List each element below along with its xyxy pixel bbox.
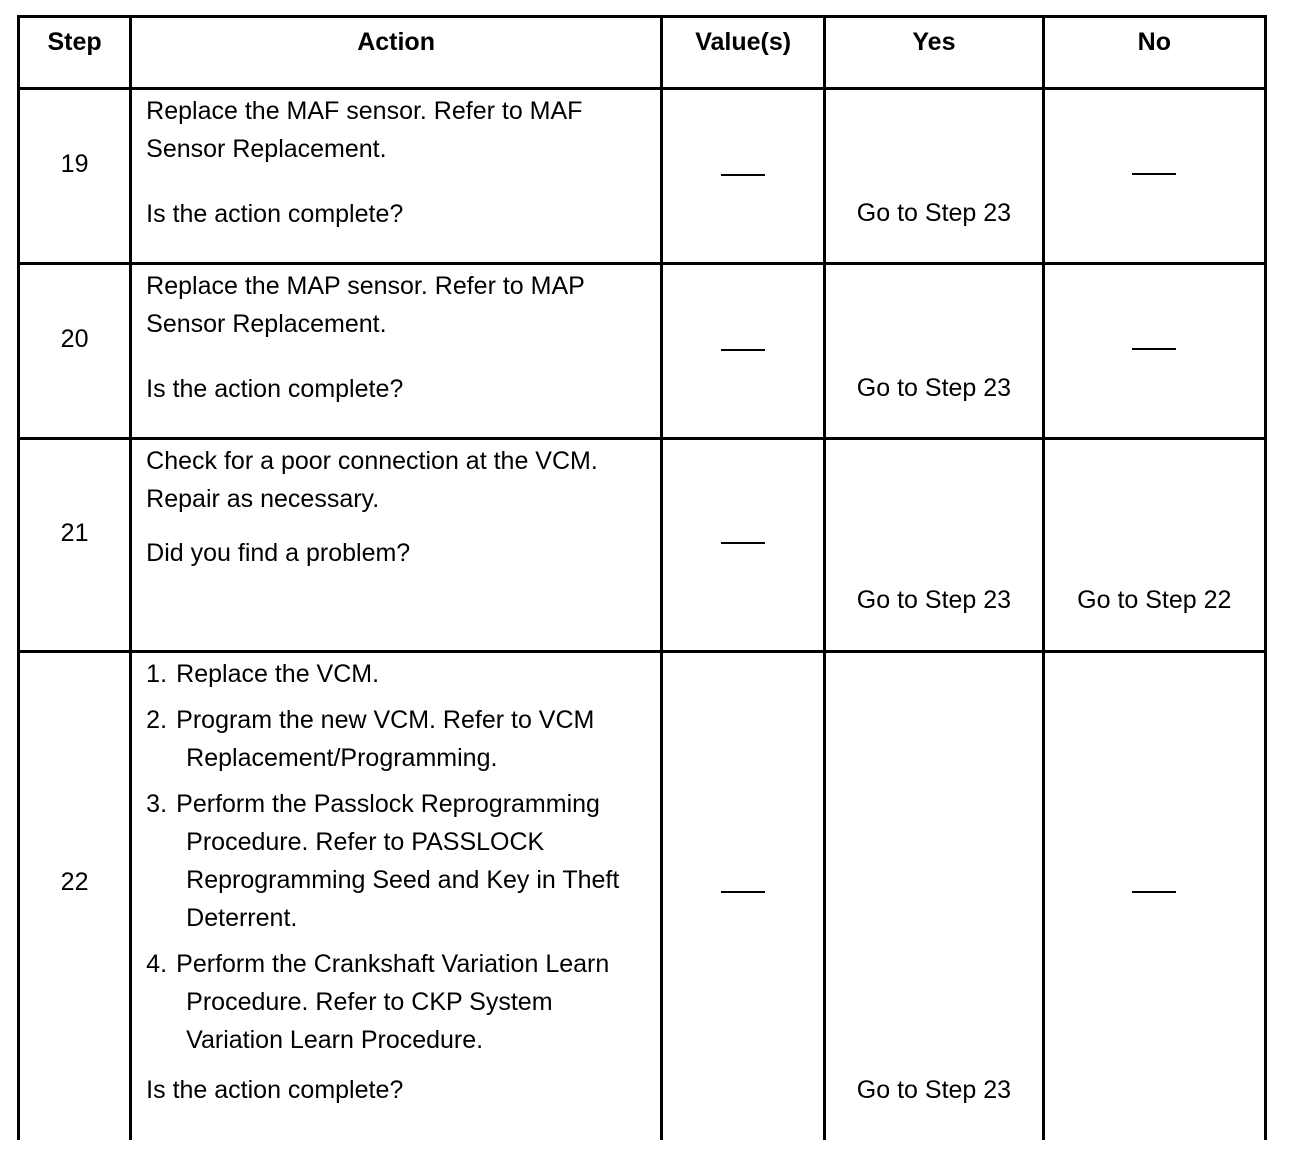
empty-dash <box>721 542 765 544</box>
diagnostic-table <box>17 15 1267 1140</box>
action-cell <box>131 89 662 264</box>
action-line: Replace the MAF sensor. Refer to MAF <box>146 97 583 125</box>
list-item <box>146 655 652 693</box>
yes-goto-link: Go to Step 23 <box>856 374 1012 402</box>
step-number: 21 <box>60 519 89 547</box>
list-item <box>146 785 652 937</box>
table-row <box>19 264 1266 439</box>
list-item-number: 1. <box>146 660 168 688</box>
action-question: Is the action complete? <box>146 375 404 403</box>
yes-cell <box>825 652 1043 1140</box>
action-steps-list <box>146 655 652 1059</box>
no-cell <box>1043 439 1265 652</box>
list-item-number: 4. <box>146 950 168 978</box>
action-line: Replace the MAP sensor. Refer to MAP <box>146 272 585 300</box>
yes-goto-link: Go to Step 23 <box>856 586 1012 614</box>
list-item <box>146 945 652 1059</box>
list-item-number: 3. <box>146 790 168 818</box>
header-action: Action <box>131 17 662 89</box>
yes-goto-link: Go to Step 23 <box>856 1076 1012 1104</box>
step-cell <box>19 652 131 1140</box>
action-question: Is the action complete? <box>146 200 404 228</box>
yes-goto-link: Go to Step 23 <box>856 199 1012 227</box>
value-cell <box>662 439 825 652</box>
step-number: 20 <box>60 325 89 353</box>
yes-cell <box>825 439 1043 652</box>
table-row <box>19 652 1266 1140</box>
action-cell <box>131 439 662 652</box>
step-cell <box>19 439 131 652</box>
header-row <box>19 17 1266 89</box>
action-line: Repair as necessary. <box>146 485 380 513</box>
list-item-number: 2. <box>146 706 168 734</box>
empty-dash <box>721 891 765 893</box>
header-no: No <box>1043 17 1265 89</box>
no-cell <box>1043 652 1265 1140</box>
action-line: Sensor Replacement. <box>146 135 387 163</box>
list-item <box>146 701 652 777</box>
step-cell <box>19 264 131 439</box>
action-question: Did you find a problem? <box>146 539 411 567</box>
yes-cell <box>825 264 1043 439</box>
action-cell <box>131 652 662 1140</box>
list-item-text: Program the new VCM. Refer to VCM Replacement/Programming. <box>176 706 595 772</box>
no-cell <box>1043 264 1265 439</box>
table-row <box>19 439 1266 652</box>
yes-cell <box>825 89 1043 264</box>
header-yes: Yes <box>825 17 1043 89</box>
header-values: Value(s) <box>662 17 825 89</box>
no-goto-link: Go to Step 22 <box>1077 586 1232 614</box>
action-line: Sensor Replacement. <box>146 310 387 338</box>
value-cell <box>662 264 825 439</box>
action-cell <box>131 264 662 439</box>
value-cell <box>662 652 825 1140</box>
step-number: 19 <box>60 150 89 178</box>
empty-dash <box>721 174 765 176</box>
table-row <box>19 89 1266 264</box>
no-cell <box>1043 89 1265 264</box>
empty-dash <box>1132 348 1176 350</box>
list-item-text: Perform the Passlock Reprogramming Procedure. Refer to PASSLOCK Reprogramming Seed and Key in Theft Deterrent. <box>176 790 620 932</box>
step-number: 22 <box>60 868 89 896</box>
empty-dash <box>1132 891 1176 893</box>
value-cell <box>662 89 825 264</box>
step-cell <box>19 89 131 264</box>
empty-dash <box>1132 173 1176 175</box>
action-line: Check for a poor connection at the VCM. <box>146 447 598 475</box>
empty-dash <box>721 349 765 351</box>
header-step: Step <box>19 17 131 89</box>
list-item-text: Perform the Crankshaft Variation Learn Procedure. Refer to CKP System Variation Learn Procedure. <box>176 950 610 1054</box>
action-question: Is the action complete? <box>146 1076 404 1104</box>
list-item-text: Replace the VCM. <box>176 660 380 688</box>
